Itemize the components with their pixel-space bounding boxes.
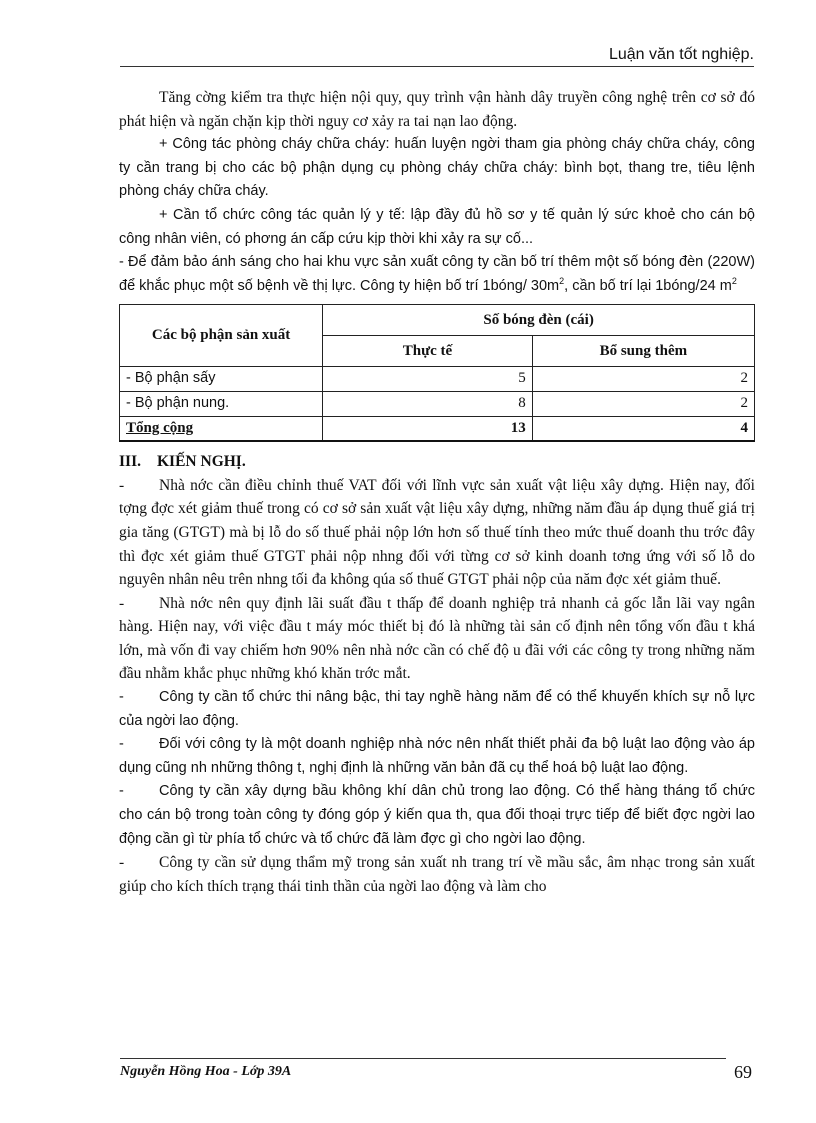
recommendation-item	[119, 780, 755, 851]
lighting-table	[119, 304, 755, 442]
bullet-dash: -	[119, 736, 124, 753]
paragraph-lighting	[119, 251, 755, 298]
recommendation-text: Nhà nớc nên quy định lãi suất đầu t thấp để doanh nghiệp trả nhanh cả gốc lẫn lãi vay ngân hàng. Hiện nay, với việc đầu t máy móc thiết bị đó là những tài sản cố định nên tổng vốn đầu t khá lớn, mà vốn đi vay chiếm hơn 90% nên nhà nớc cần có chế độ u đãi với các công ty trong những năm đầu nhằm khắc phục những khó khăn trớc mắt.	[119, 594, 755, 683]
running-header-title: Luận văn tốt nghiệp.	[608, 46, 754, 63]
row-extra: 2	[532, 367, 754, 392]
recommendation-text: Công ty cần xây dựng bầu không khí dân chủ trong lao động. Có thể hàng tháng tổ chức cho cán bộ trong toàn công ty đóng góp ý kiến qua th, qua đối thoại trực tiếp để biết đợc ngời lao động cần gì từ phía tổ chức và tổ chức đã làm đợc gì cho ngời lao động.	[119, 783, 755, 847]
lighting-sup-b: 2	[731, 275, 737, 286]
table-row	[120, 391, 755, 416]
footer-rule	[120, 1058, 726, 1059]
row-actual: 5	[323, 367, 533, 392]
recommendation-text: Công ty cần tổ chức thi nâng bậc, thi tay nghề hàng năm để có thể khuyến khích sự nỗ lực của ngời lao động.	[119, 689, 755, 729]
lighting-text-b: , cần bố trí lại 1bóng/24 m	[564, 277, 732, 294]
total-actual: 13	[323, 416, 533, 441]
recommendation-item	[119, 851, 755, 898]
total-label	[120, 416, 323, 441]
lighting-sup-a: 2	[559, 275, 565, 286]
table-total-row	[120, 416, 755, 441]
bullet-dash: -	[119, 689, 124, 706]
recommendation-item	[119, 733, 755, 780]
row-label: - Bộ phận sấy	[120, 367, 323, 392]
section-title: KIẾN NGHỊ.	[157, 453, 246, 471]
recommendation-text: Công ty cần sử dụng thẩm mỹ trong sản xuất nh trang trí về mầu sắc, âm nhạc trong sản xuất giúp cho kích thích trạng thái tinh thần của ngời lao động và làm cho	[119, 854, 755, 895]
col-header-actual: Thực tế	[323, 336, 533, 367]
col-header-departments: Các bộ phận sản xuất	[120, 305, 323, 367]
group-header-bulbs: Số bóng đèn (cái)	[323, 305, 755, 336]
header-rule	[120, 66, 754, 67]
bullet-dash: -	[119, 476, 125, 494]
col-header-extra: Bổ sung thêm	[532, 336, 754, 367]
paragraph-fire-safety: + Công tác phòng cháy chữa cháy: huấn luyện ngời tham gia phòng cháy chữa cháy, công ty cần trang bị cho các bộ phận dụng cụ phòng cháy chữa cháy: bình bọt, thang tre, tiêu lệnh phòng cháy chữa cháy.	[119, 136, 755, 200]
row-label: - Bộ phận nung.	[120, 391, 323, 416]
page-number: 69	[734, 1062, 752, 1082]
recommendation-item	[119, 474, 755, 592]
table-row	[120, 367, 755, 392]
section-number: III.	[119, 453, 141, 471]
page-content	[119, 86, 755, 898]
row-extra: 2	[532, 391, 754, 416]
row-actual: 8	[323, 391, 533, 416]
lighting-text-a: - Để đảm bảo ánh sáng cho hai khu vực sản xuất công ty cần bố trí thêm một số bóng đèn (220W) để khắc phục một số bệnh về thị lực. Công ty hiện bố trí 1bóng/ 30m	[119, 254, 755, 294]
total-label-text: Tổng cộng	[126, 419, 194, 436]
recommendation-item	[119, 686, 755, 733]
paragraph-health: + Cần tổ chức công tác quản lý y tế: lập đầy đủ hồ sơ y tế quản lý sức khoẻ cho cán bộ công nhân viên, có phơng án cấp cứu kịp thời khi xảy ra sự cố...	[119, 206, 755, 247]
section-heading	[119, 450, 755, 474]
bullet-dash: -	[119, 854, 125, 872]
total-extra: 4	[532, 416, 754, 441]
paragraph-inspection: Tăng cờng kiểm tra thực hiện nội quy, quy trình vận hành dây truyền công nghệ trên cơ sở đó phát hiện và ngăn chặn kịp thời nguy cơ xảy ra tai nạn lao động.	[119, 89, 755, 130]
bullet-dash: -	[119, 783, 124, 800]
footer-author: Nguyễn Hồng Hoa - Lớp 39A	[120, 1064, 292, 1079]
bullet-dash: -	[119, 594, 125, 612]
recommendation-text: Nhà nớc cần điều chỉnh thuế VAT đối với lĩnh vực sản xuất vật liệu xây dựng. Hiện nay, đối tợng đợc xét giảm thuế trong có cơ sở sản xuất vật liệu xây dựng, những năm đầu áp dụng thuế giá trị gia tăng (GTGT) mà bị lỗ do số thuế phải nộp lớn hơn số thuế tính theo mức thuế doanh thu trớc đây thì đợc xét giảm thuế GTGT phải nộp nhng đối với từng cơ sở kinh doanh tơng ứng với số lỗ do nguyên nhân nêu trên nhng tối đa không qúa số thuế GTGT phải nộp của năm đợc xét giảm thuế.	[119, 476, 755, 589]
recommendation-item	[119, 592, 755, 686]
recommendation-text: Đối với công ty là một doanh nghiệp nhà nớc nên nhất thiết phải đa bộ luật lao động vào áp dụng cũng nh những thông t, nghị định là những văn bản đã cụ thể hoá bộ luật lao động.	[119, 736, 755, 776]
